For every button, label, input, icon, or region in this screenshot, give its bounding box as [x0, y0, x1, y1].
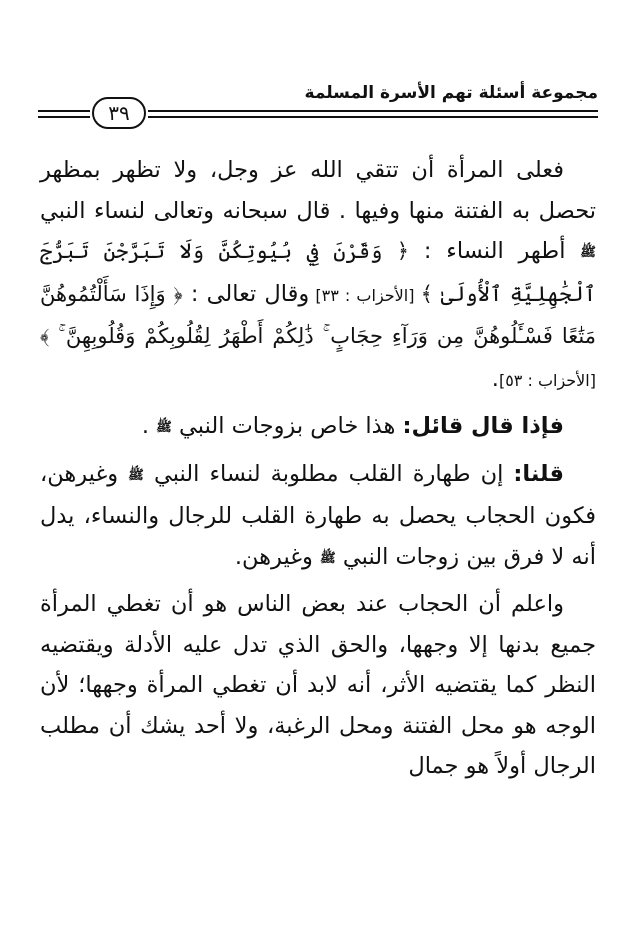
text-run: وغيرهن، فكون الحجاب يحصل به طهارة القلب للرجال والنساء، يدل أنه لا فرق بين زوجات النبي [40, 460, 596, 570]
text-run: أطهر النساء : [409, 238, 581, 264]
text-run: إن طهارة القلب مطلوبة لنساء النبي [143, 460, 514, 487]
lead-phrase: فإذا قال قائل: [402, 413, 564, 439]
text-run: وقال تعالى : [182, 280, 310, 307]
verse-reference: [الأحزاب : ٣٣] [309, 285, 421, 305]
text-run: فعلى المرأة أن تتقي الله عز وجل، ولا تظهر بمظهر تحصل به الفتنة منها وفيها . قال سبحانه وتعالى لنساء النبي [40, 157, 596, 224]
header-rule [148, 110, 598, 112]
page-number: ٣٩ [92, 97, 146, 129]
paragraph-2 [40, 406, 596, 449]
text-run: واعلم أن الحجاب عند بعض الناس هو أن تغطي المرأة جميع بدنها إلا وجهها، والحق الذي تدل عليه الأدلة ويقتضيه النظر كما يقتضيه الأثر، أنه لابد أن تغطي المرأة وجهها؛ لأن الوجه هو محل الفتنة ومحل الرغبة، ولا أحد يشك أن مطلب الرجال أولاً هو جمال [40, 591, 596, 779]
text-run: . [141, 413, 157, 439]
salawat-symbol: ﷺ [580, 245, 597, 260]
text-run: هذا خاص بزوجات النبي [171, 413, 403, 439]
header-rule [38, 110, 90, 112]
paragraph-3 [40, 454, 596, 580]
paragraph-4 [40, 584, 596, 787]
paragraph-1 [40, 150, 596, 401]
salawat-symbol: ﷺ [320, 550, 336, 566]
salawat-symbol: ﷺ [128, 467, 144, 483]
header-rule [38, 116, 90, 118]
header-rule [148, 116, 598, 118]
text-run: . [491, 365, 499, 392]
salawat-symbol: ﷺ [156, 420, 172, 435]
text-run: وغيرهن. [234, 543, 321, 570]
page-header [38, 82, 598, 134]
running-title: مجموعة أسئلة تهم الأسرة المسلمة [304, 83, 598, 103]
lead-phrase: قلنا: [513, 460, 564, 487]
quran-verse: ﴿ وَقَرْنَ فِي بُيُوتِكُنَّ وَلَا تَبَرَّجْنَ تَبَرُّجَ ٱلْجَٰهِلِيَّةِ ٱلْأُولَىٰ ﴾ [40, 239, 596, 306]
verse-reference: [الأحزاب : ٥٣] [498, 370, 596, 390]
quran-verse: ﴿ وَإِذَا سَأَلْتُمُوهُنَّ مَتَٰعًا فَسْـَٔلُوهُنَّ مِن وَرَآءِ حِجَابٍ ۚ ذَٰلِكُمْ أَطْهَرُ لِقُلُوبِكُمْ وَقُلُوبِهِنَّ ۚ ﴾ [40, 281, 596, 348]
body-text [40, 150, 596, 792]
